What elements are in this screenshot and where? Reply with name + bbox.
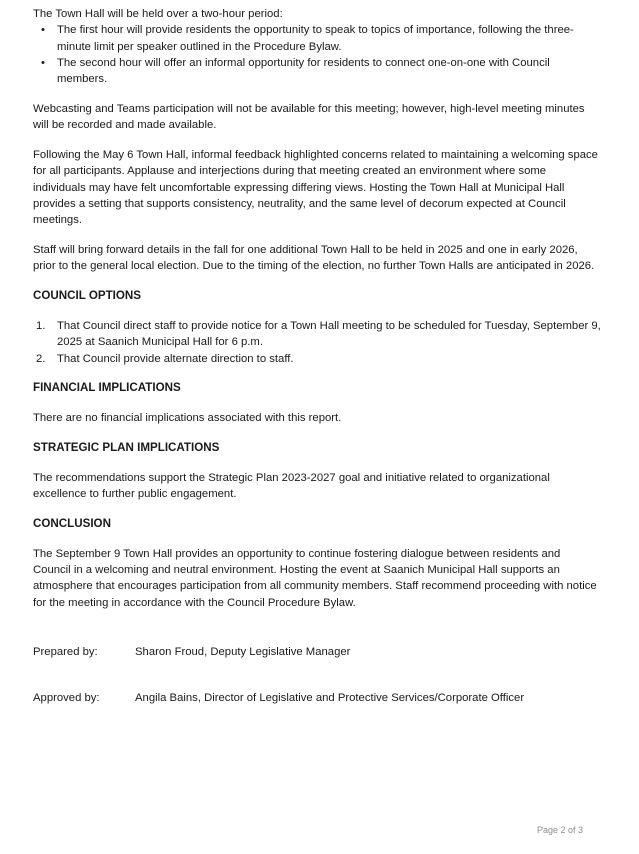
bullet-list <box>33 22 601 87</box>
paragraph-feedback: Following the May 6 Town Hall, informal feedback highlighted concerns related to maintaining a welcoming space for all participants. Applause and interjections during that meeting created an environment where some individuals may have felt uncomfortable expressing differing views. Hosting the Town Hall at Municipal Hall provides a setting that supports consistency, neutrality, and the same level of decorum expected at Council meetings. <box>33 149 598 227</box>
approved-by-row <box>33 690 601 706</box>
approved-by-label: Approved by: <box>33 692 100 705</box>
page-number: Page 2 of 3 <box>536 825 583 835</box>
prepared-by-label: Prepared by: <box>33 645 98 658</box>
paragraph-staff-details: Staff will bring forward details in the fall for one additional Town Hall to be held in 2025 and one in early 2026, prior to the general local election. Due to the timing of the election, no further Town Halls are anticipated in 2026. <box>33 244 595 273</box>
list-item <box>33 351 601 367</box>
prepared-by-row <box>33 644 601 660</box>
signature-block <box>33 644 601 707</box>
list-item <box>33 22 601 55</box>
prepared-by-name: Sharon Froud, Deputy Legislative Manager <box>135 645 351 658</box>
section-heading-council-options: COUNCIL OPTIONS <box>33 289 142 303</box>
approved-by-name: Angila Bains, Director of Legislative and Protective Services/Corporate Officer <box>135 692 525 705</box>
list-item <box>33 55 601 88</box>
bullet-icon: • <box>41 24 45 37</box>
number-marker: 1. <box>36 319 46 332</box>
paragraph-conclusion: The September 9 Town Hall provides an opportunity to continue fostering dialogue between residents and Council in a welcoming and neutral environment. Hosting the event at Saanich Municipal Hall supports an atmosphere that encourages participation from all community members. Staff recommend proceeding with notice for the meeting in accordance with the Council Procedure Bylaw. <box>33 547 597 609</box>
numbered-list <box>33 318 601 367</box>
paragraph-webcasting: Webcasting and Teams participation will not be available for this meeting; however, high-level meeting minutes will be recorded and made available. <box>33 102 585 132</box>
paragraph-town-hall-intro: The Town Hall will be held over a two-hour period: <box>33 8 283 20</box>
option-text-1: That Council direct staff to provide notice for a Town Hall meeting to be scheduled for Tuesday, September 9, 2025 at Saanich Municipal Hall for 6 p.m. <box>57 319 601 349</box>
number-marker: 2. <box>36 352 46 365</box>
paragraph-financial: There are no financial implications associated with this report. <box>33 412 342 425</box>
section-heading-financial-implications: FINANCIAL IMPLICATIONS <box>33 381 181 395</box>
bullet-text-second-hour: The second hour will offer an informal opportunity for residents to connect one-on-one with Council members. <box>57 56 550 86</box>
paragraph-strategic: The recommendations support the Strategic Plan 2023-2027 goal and initiative related to organizational excellence to further public engagement. <box>33 471 550 501</box>
list-item <box>33 318 601 351</box>
section-heading-conclusion: CONCLUSION <box>33 516 111 530</box>
section-heading-strategic-plan-implications: STRATEGIC PLAN IMPLICATIONS <box>33 440 220 454</box>
bullet-text-first-hour: The first hour will provide residents the opportunity to speak to topics of importance, following the three-minute limit per speaker outlined in the Procedure Bylaw. <box>57 24 574 53</box>
bullet-icon: • <box>41 56 45 69</box>
option-text-2: That Council provide alternate direction to staff. <box>57 352 294 365</box>
